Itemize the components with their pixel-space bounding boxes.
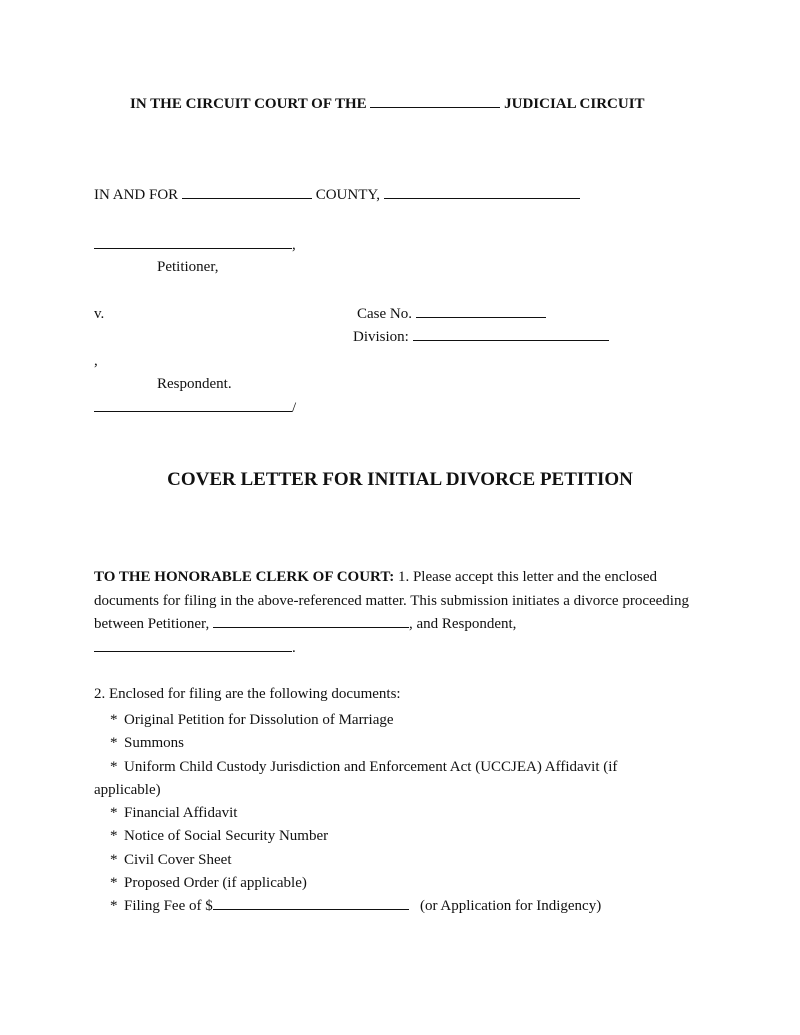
- division-blank[interactable]: [413, 340, 609, 341]
- court-suffix: JUDICIAL CIRCUIT: [504, 96, 645, 112]
- list-item: * Uniform Child Custody Jurisdiction and Enforcement Act (UCCJEA) Affidavit (if: [110, 758, 618, 775]
- petitioner-comma: ,: [292, 237, 296, 253]
- petitioner-blank[interactable]: [213, 627, 409, 628]
- state-blank[interactable]: [384, 198, 580, 199]
- court-header: [130, 96, 645, 113]
- list-item-continuation: applicable): [94, 781, 161, 798]
- respondent-name-blank[interactable]: [94, 411, 292, 412]
- case-number-line: [357, 306, 546, 323]
- petitioner-name-blank[interactable]: [94, 248, 292, 249]
- enclosed-documents-list: [94, 709, 714, 919]
- paragraph-2-intro: 2. Enclosed for filing are the following documents:: [94, 686, 401, 702]
- petitioner-name-line: [94, 237, 296, 254]
- versus-label: v.: [94, 306, 105, 322]
- list-item: * Original Petition for Dissolution of Marriage: [110, 712, 394, 728]
- para1-text-a: 1. Please accept this letter and the enclosed documents for filing in the above-referenced matter. This submission initiates a divorce proceeding between Petitioner,: [94, 569, 689, 632]
- caption-end-line: [94, 400, 296, 417]
- filing-fee-item: * Filing Fee of $ (or Application for Indigency): [110, 898, 602, 915]
- list-item: * Financial Affidavit: [110, 805, 238, 822]
- para1-text-b: , and Respondent,: [408, 616, 517, 632]
- paragraph-1: [94, 566, 714, 660]
- respondent-label: Respondent.: [157, 376, 232, 392]
- fee-prefix: Filing Fee of $: [124, 898, 213, 915]
- court-prefix: IN THE CIRCUIT COURT OF THE: [130, 96, 367, 112]
- judicial-circuit-blank[interactable]: [370, 107, 500, 108]
- list-item: * Proposed Order (if applicable): [110, 875, 307, 892]
- list-item: * Notice of Social Security Number: [110, 828, 329, 845]
- respondent-blank[interactable]: [94, 651, 292, 652]
- caption-slash: /: [292, 400, 297, 416]
- case-no-label: Case No.: [357, 306, 412, 322]
- division-line: [353, 329, 609, 346]
- filing-fee-blank[interactable]: [213, 909, 409, 910]
- county-label: COUNTY,: [315, 187, 381, 203]
- in-and-for-label: IN AND FOR: [94, 187, 179, 203]
- county-name-blank[interactable]: [182, 198, 312, 199]
- list-item: * Summons: [110, 735, 185, 752]
- para1-end: .: [292, 639, 296, 656]
- petitioner-label: Petitioner,: [157, 259, 219, 275]
- salutation: TO THE HONORABLE CLERK OF COURT:: [94, 569, 395, 585]
- division-label: Division:: [353, 329, 409, 345]
- county-line: [94, 187, 580, 204]
- list-item: * Civil Cover Sheet: [110, 851, 232, 868]
- case-number-blank[interactable]: [416, 317, 546, 318]
- respondent-comma: ,: [94, 353, 98, 369]
- document-title: COVER LETTER FOR INITIAL DIVORCE PETITION: [167, 469, 633, 490]
- fee-suffix: (or Application for Indigency): [420, 898, 602, 915]
